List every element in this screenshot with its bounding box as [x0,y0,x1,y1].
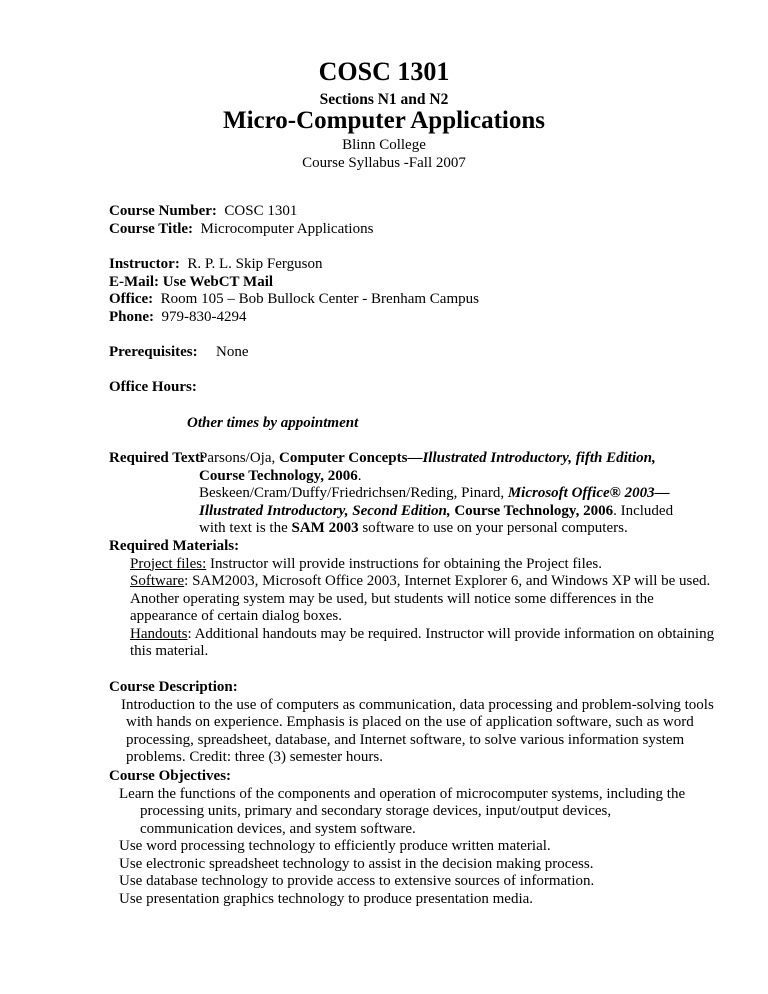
objective-item: Use word processing technology to efficiently produce written material. [119,838,551,854]
instructor-info [109,256,708,326]
book-1-authors: Parsons/Oja, [199,450,279,466]
office-value: Room 105 – Bob Bullock Center - Brenham Campus [160,291,479,307]
course-name-title: Micro-Computer Applications [223,107,545,134]
book-1-publisher: Course Technology, 2006 [199,467,358,484]
office-label: Office: [109,291,154,307]
instructor-name: R. P. L. Skip Ferguson [187,256,323,272]
book-1 [199,450,716,485]
course-number-line [109,203,708,221]
book-2-title: Microsoft Office® 2003— [507,485,670,501]
course-title-line [109,221,708,239]
office-line [109,291,708,309]
objective-item: Use presentation graphics technology to produce presentation media. [119,890,534,907]
course-description-label: Course Description: [109,679,238,695]
course-description [109,679,738,767]
email-line: E-Mail: Use WebCT Mail [109,273,274,290]
course-code-title: COSC 1301 [318,57,450,86]
course-number-value: COSC 1301 [224,203,298,219]
handouts-item [109,626,738,661]
project-files-item [109,556,738,574]
course-objectives [109,768,708,908]
prerequisites-value: None [216,344,249,360]
required-text-list [199,450,716,538]
objective-item: Learn the functions of the components and operation of microcomputer systems, including the processing units, primary and secondary storage devices, input/output devices, communication devices, and system software. [119,785,686,837]
handouts-text: : Additional handouts may be required. Instructor will provide information on obtaining [187,625,715,642]
course-description-line-4: problems. Credit: three (3) semester hours. [126,749,384,765]
course-title-value: Microcomputer Applications [200,220,374,237]
software-label: Software [130,573,185,589]
sections-subtitle: Sections N1 and N2 [319,91,449,108]
software-text: : SAM2003, Microsoft Office 2003, Internet Explorer 6, and Windows XP will be used. [184,573,711,589]
required-materials-label: Required Materials: [109,538,240,554]
phone-label: Phone: [109,308,154,325]
phone-line [109,309,708,327]
handouts-text-2: this material. [130,643,209,659]
course-description-line-2: with hands on experience. Emphasis is placed on the use of application software, such as word [126,714,694,730]
course-objectives-label: Course Objectives: [109,768,232,784]
college-name: Blinn College [342,137,426,153]
phone-value: 979-830-4294 [161,308,247,325]
course-info [109,203,708,238]
appointment-note: Other times by appointment [187,415,359,431]
book-2-note-b: with text is the [199,520,292,536]
book-2 [199,485,716,538]
project-files-text: Instructor will provide instructions for obtaining the Project files. [206,555,602,572]
required-materials [109,538,738,661]
objective-item: Use database technology to provide access to extensive sources of information. [119,873,595,889]
book-2-publisher: Course Technology, 2006 [450,502,614,519]
book-1-subtitle: Illustrated Introductory, fifth Edition, [422,450,656,466]
book-2-note-a: . Included [613,502,674,519]
course-title-label: Course Title: [109,220,194,237]
book-2-note-c: software to use on your personal computers. [358,520,628,536]
book-2-authors: Beskeen/Cram/Duffy/Friedrichsen/Reding, Pinard, [199,485,508,501]
required-text-label: Required Text: [109,450,205,466]
course-description-line-3: processing, spreadsheet, database, and Internet software, to solve various information system [126,731,685,748]
software-text-3: appearance of certain dialog boxes. [130,608,342,624]
book-2-subtitle: Illustrated Introductory, Second Edition, [199,502,451,519]
syllabus-term: Course Syllabus -Fall 2007 [302,155,466,171]
project-files-label: Project files: [130,555,207,572]
book-1-end: . [357,467,362,484]
software-text-2: Another operating system may be used, but students will notice some differences in the [130,590,654,607]
office-hours-label: Office Hours: [109,379,197,395]
book-2-sam: SAM 2003 [291,520,359,536]
course-description-line-1: Introduction to the use of computers as communication, data processing and problem-solving tools [121,696,714,713]
software-item [109,573,738,626]
instructor-label: Instructor: [109,256,180,272]
book-1-title: Computer Concepts— [279,450,423,466]
instructor-line [109,256,708,274]
objective-item: Use electronic spreadsheet technology to assist in the decision making process. [119,855,594,872]
handouts-label: Handouts [130,625,188,642]
course-number-label: Course Number: [109,203,217,219]
prerequisites-label: Prerequisites: [109,344,198,360]
